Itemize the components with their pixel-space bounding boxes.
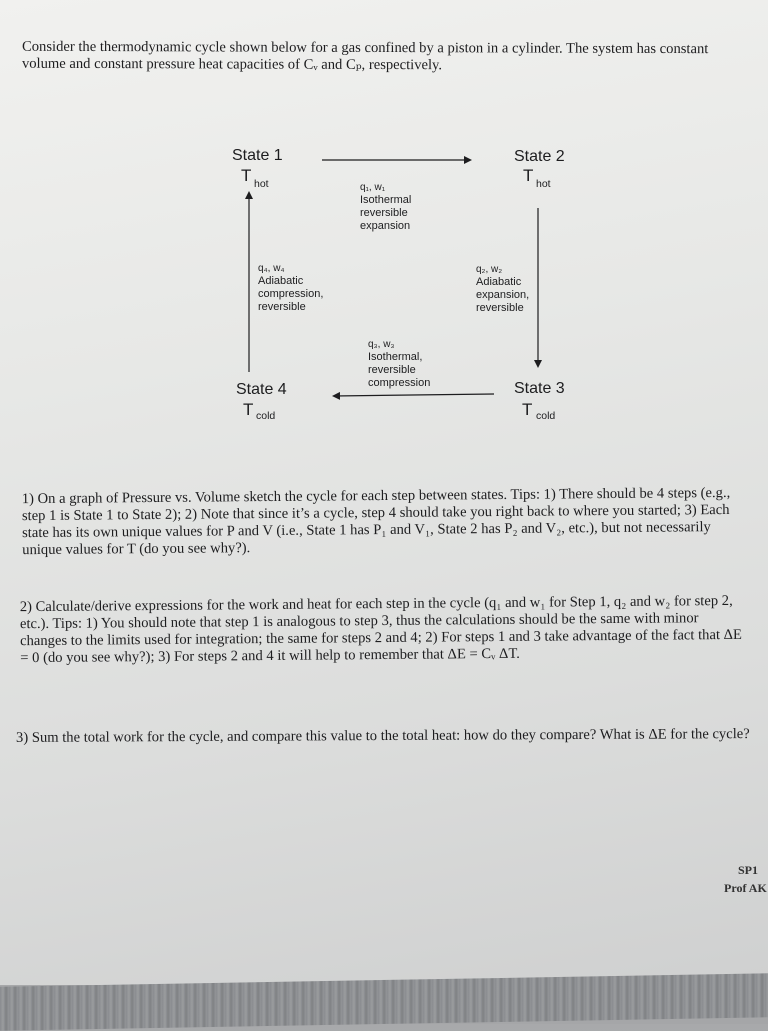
step-1-process-line-2: reversible [360,207,408,219]
step-1-process-line-3: expansion [360,220,411,232]
step-2-note [476,263,529,315]
step-2-process-line-1: Adiabatic [476,276,522,288]
intro-paragraph: Consider the thermodynamic cycle shown below for a gas confined by a piston in a cylinder. The system has constant volume and constant pressure heat capacities of Cᵥ and Cₚ, respectively. [21,38,709,74]
question-2: 2) Calculate/derive expressions for the work and heat for each step in the cycle (q₁ and w₁ for Step 1, q₂ and w₂ for step 2, etc.). Tips: 1) You should note that step 1 is analogous to step 3, thus the calculations should be the same with minor changes to the limits used for integration; the same for steps 2 and 4; 2) For steps 1 and 3 take advantage of the fact that ΔE = 0 (do you see why?); 3) For steps 2 and 4 it will help to remember that ΔE = Cᵥ ΔT. [19,592,742,667]
instructor-name: Prof AK [724,881,767,895]
step-3-process-line-1: Isothermal, [368,351,423,363]
question-1: 1) On a graph of Pressure vs. Volume sketch the cycle for each step between states. Tips: 1) There should be 4 steps (e.g., step 1 is State 1 to State 2); 2) Note that since it’s a cycle, step 4 should take you right back to where you started; 3) Each state has its own unique values for P and V (i.e., State 1 has P₁ and V₁, State 2 has P₂ and V₂, etc.), but not necessarily unique values for T (do you see why?). [21,484,731,559]
step-3-process-line-3: compression [368,377,431,389]
step-4-process-line-2: compression, [258,288,324,300]
state-1-temp-sub: hot [254,178,269,190]
state-4-temp-symbol: T [243,400,254,419]
step-4-note [258,262,323,314]
state-3-temp-sub: cold [536,410,556,422]
step-2-process-line-2: expansion, [476,289,530,301]
state-1-label: State 1 [232,147,283,164]
state-4-temp-sub: cold [256,410,276,422]
state-3-temp-symbol: T [522,400,533,419]
step-4-qw: q₄, w₄ [258,263,285,274]
course-code: SP1 [738,863,759,877]
step-1-process-line-1: Isothermal [360,194,412,206]
step-4-process-line-1: Adiabatic [258,275,304,287]
step-1-qw: q₁, w₁ [360,182,386,193]
question-3: 3) Sum the total work for the cycle, and compare this value to the total heat: how do they compare? What is ΔE for the cycle? [15,726,750,746]
state-2-temp-symbol: T [523,166,534,185]
step-3-qw: q₃, w₃ [368,339,395,350]
step-2-qw: q₂, w₂ [476,264,503,275]
step-2-process-line-3: reversible [476,302,524,314]
state-4-label: State 4 [236,381,287,398]
state-3-label: State 3 [514,380,565,397]
state-2-temp-sub: hot [536,178,551,190]
step-4-process-line-3: reversible [258,301,306,313]
step-3-note [368,338,430,390]
state-2-label: State 2 [514,148,565,165]
step-3-process-line-2: reversible [368,364,416,376]
arrow-step-3 [334,394,494,396]
step-1-note [360,181,411,233]
state-1-temp-symbol: T [241,166,252,185]
